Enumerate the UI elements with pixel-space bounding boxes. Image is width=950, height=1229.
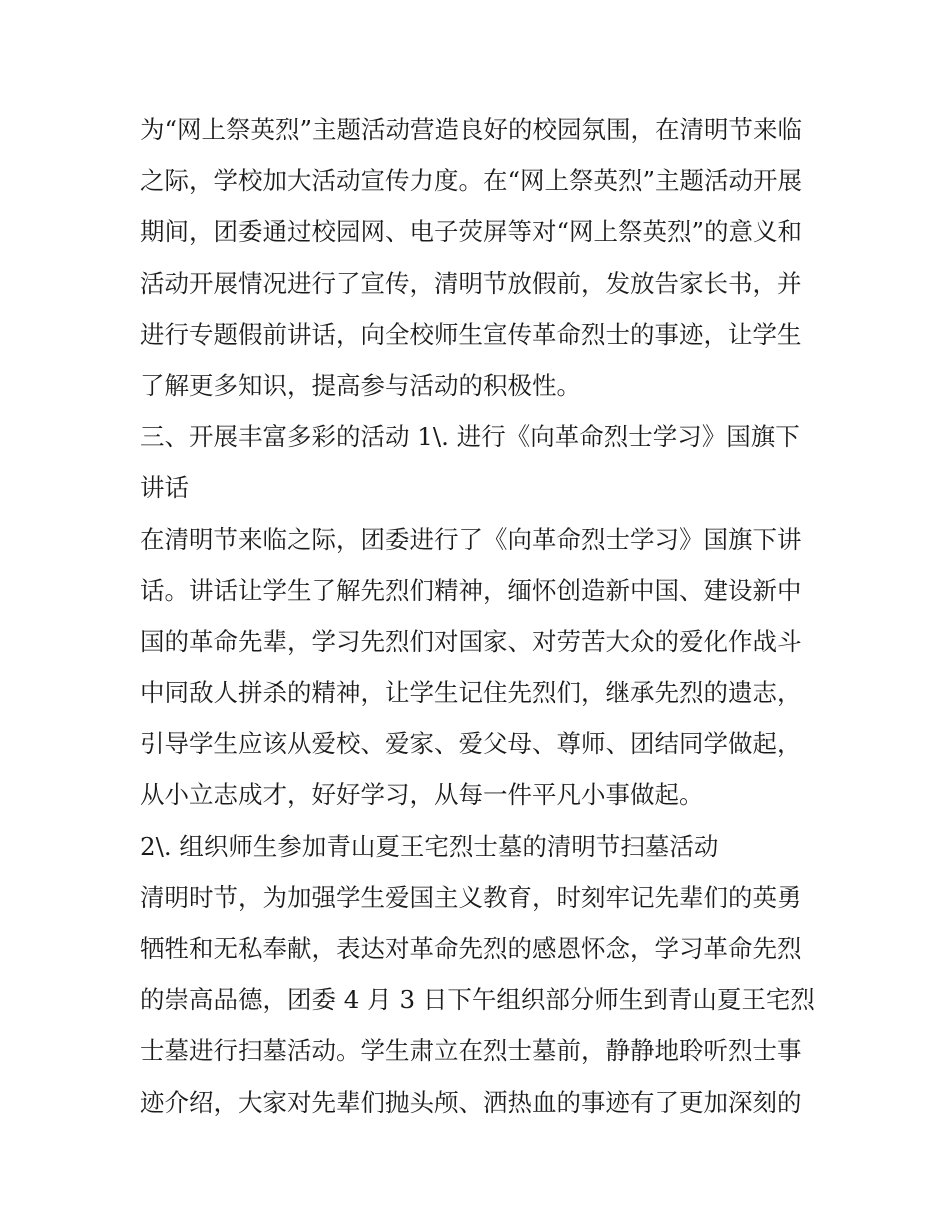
text-line: 引导学生应该从爱校、爱家、爱父母、尊师、团结同学做起， [140, 729, 802, 759]
text-line: 进行专题假前讲话，向全校师生宣传革命烈士的事迹，让学生 [140, 319, 802, 349]
text-line: 在清明节来临之际，团委进行了《向革命烈士学习》国旗下讲 [140, 524, 802, 554]
section-heading: 三、开展丰富多彩的活动 1\. 进行《向革命烈士学习》国旗下 [140, 422, 800, 452]
text-line: 从小立志成才，好好学习，从每一件平凡小事做起。 [140, 780, 704, 810]
text-line: 中同敌人拼杀的精神，让学生记住先烈们，继承先烈的遗志， [140, 678, 802, 708]
text-line: 的崇高品德，团委 4 月 3 日下午组织部分师生到青山夏王宅烈 [140, 985, 815, 1015]
text-line: 期间，团委通过校园网、电子荧屏等对“网上祭英烈”的意义和 [140, 217, 803, 247]
text-line: 清明时节，为加强学生爱国主义教育，时刻牢记先辈们的英勇 [140, 882, 802, 912]
section-heading-continuation: 讲话 [140, 473, 189, 503]
text-line: 士墓进行扫墓活动。学生肃立在烈士墓前，静静地聆听烈士事 [140, 1036, 802, 1066]
text-line: 国的革命先辈，学习先烈们对国家、对劳苦大众的爱化作战斗 [140, 626, 802, 656]
text-line: 了解更多知识，提高参与活动的积极性。 [140, 370, 581, 400]
text-line: 活动开展情况进行了宣传，清明节放假前，发放告家长书，并 [140, 268, 802, 298]
text-line: 为“网上祭英烈”主题活动营造良好的校园氛围，在清明节来临 [140, 115, 803, 144]
document-body [140, 104, 830, 1128]
subsection-heading: 2\. 组织师生参加青山夏王宅烈士墓的清明节扫墓活动 [140, 831, 719, 861]
text-line: 之际，学校加大活动宣传力度。在“网上祭英烈”主题活动开展 [140, 166, 803, 196]
text-line: 迹介绍，大家对先辈们抛头颅、洒热血的事迹有了更加深刻的 [140, 1087, 802, 1117]
text-line: 话。讲话让学生了解先烈们精神，缅怀创造新中国、建设新中 [140, 575, 802, 605]
text-line: 牺牲和无私奉献，表达对革命先烈的感恩怀念，学习革命先烈 [140, 934, 802, 963]
